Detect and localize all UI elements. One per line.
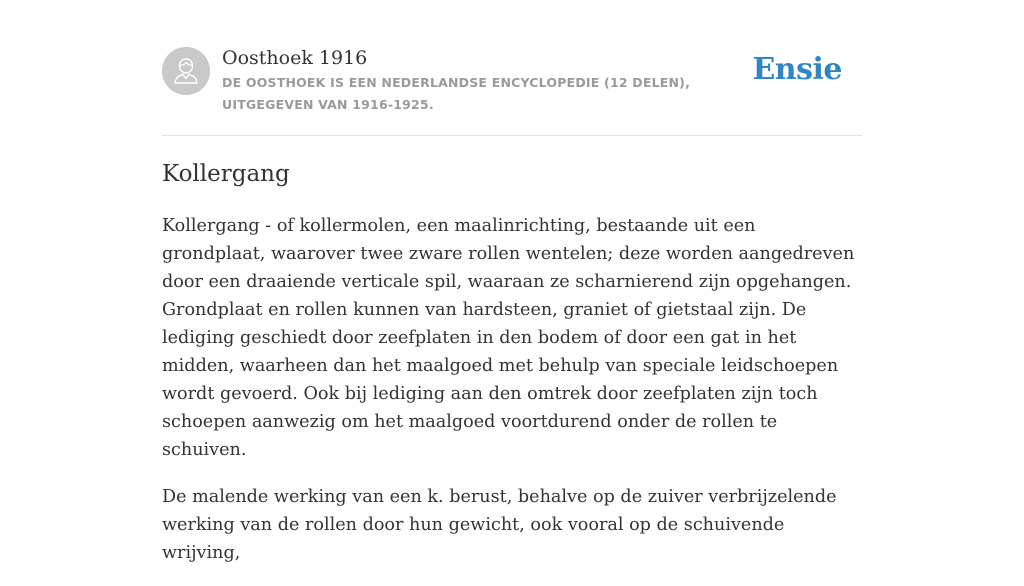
article-paragraph: Kollergang - of kollermolen, een maalinrichting, bestaande uit een grondplaat, waarover twee zware rollen wentelen; deze worden aangedreven door een draaiende verticale spil, waaraan ze scharnierend zijn opgehangen. Grondplaat en rollen kunnen van hardsteen, graniet of gietstaal zijn. De lediging geschiedt door zeefplaten in den bodem of door een gat in het midden, waarheen dan het maalgoed met behulp van speciale leidschoepen wordt gevoerd. Ook bij lediging aan den omtrek door zeefplaten zijn toch schoepen aanwezig om het maalgoed voortdurend onder de rollen te schuiven.	[162, 216, 855, 460]
source-title[interactable]: Oosthoek 1916	[222, 47, 368, 69]
user-icon	[162, 47, 210, 95]
brand-logo[interactable]: Ensie	[752, 52, 842, 87]
article-paragraph: De malende werking van een k. berust, behalve op de zuiver verbrijzelende werking van de rollen door hun gewicht, ook vooral op de schuivende wrijving,	[162, 487, 837, 563]
header-divider	[162, 135, 862, 136]
source-header	[162, 46, 862, 116]
source-description: DE OOSTHOEK IS EEN NEDERLANDSE ENCYCLOPEDIE (12 DELEN), UITGEGEVEN VAN 1916-1925.	[222, 75, 691, 112]
avatar[interactable]	[162, 47, 210, 95]
article-body	[162, 212, 862, 586]
article-title: Kollergang	[162, 161, 290, 187]
